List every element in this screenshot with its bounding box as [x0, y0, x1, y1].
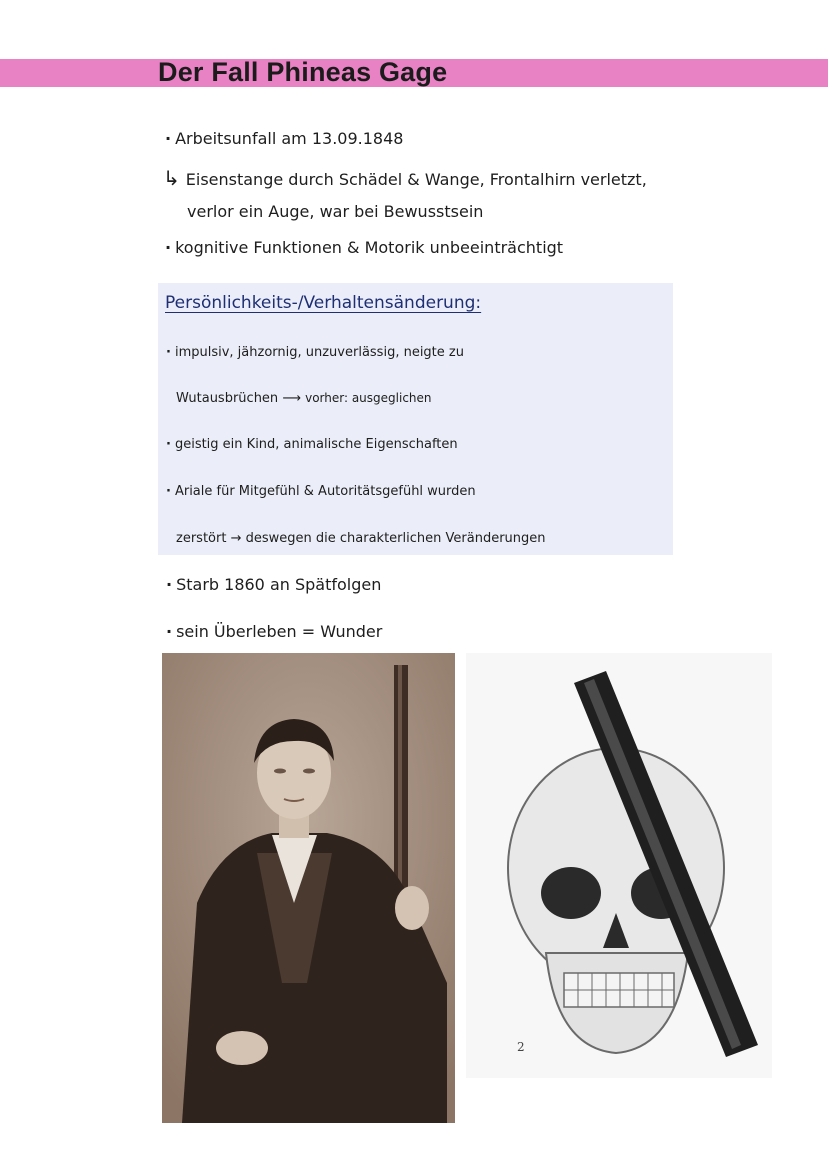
- fact-line: · kognitive Funktionen & Motorik unbeeinträchtigt: [165, 238, 564, 257]
- arrow-right-icon: →: [230, 531, 242, 546]
- fact-injury: Eisenstange durch Schädel & Wange, Frontalhirn verletzt,: [185, 170, 647, 189]
- fact-cognition: kognitive Funktionen & Motorik unbeeinträchtigt: [175, 238, 564, 257]
- fact-eye: verlor ein Auge, war bei Bewusstsein: [187, 202, 484, 221]
- portrait-illustration: [162, 653, 455, 1123]
- portrait-photo: [162, 653, 455, 1123]
- plate-number: 2: [517, 1040, 525, 1054]
- box-impulsive: impulsiv, jähzornig, unzuverlässig, neigte zu: [174, 345, 464, 360]
- box-outbursts: Wutausbrüchen: [176, 391, 279, 406]
- fact-death: Starb 1860 an Spätfolgen: [176, 575, 382, 594]
- box-areas: Ariale für Mitgefühl & Autoritätsgefühl wurden: [174, 484, 476, 499]
- fact-miracle: sein Überleben = Wunder: [176, 622, 383, 641]
- box-item: · impulsiv, jähzornig, unzuverlässig, neigte zu: [166, 345, 464, 360]
- box-heading: Persönlichkeits-/Verhaltensänderung:: [165, 293, 482, 313]
- page-title: Der Fall Phineas Gage: [158, 57, 448, 87]
- skull-illustration: [466, 653, 772, 1078]
- box-child: geistig ein Kind, animalische Eigenschaften: [174, 437, 458, 452]
- fact-line: · sein Überleben = Wunder: [166, 622, 383, 641]
- fact-accident: Arbeitsunfall am 13.09.1848: [175, 129, 404, 148]
- box-item: · geistig ein Kind, animalische Eigenschaften: [166, 437, 458, 452]
- fact-line: · Arbeitsunfall am 13.09.1848: [165, 129, 404, 148]
- skull-drawing: [466, 653, 772, 1078]
- return-arrow-icon: ↳: [163, 166, 180, 190]
- fact-line: [163, 166, 647, 190]
- box-item: · Ariale für Mitgefühl & Autoritätsgefühl wurden: [166, 484, 476, 499]
- fact-line: · Starb 1860 an Spätfolgen: [166, 575, 382, 594]
- box-item: [176, 531, 546, 546]
- box-destroyed: zerstört: [176, 531, 227, 546]
- box-item: [176, 391, 432, 406]
- arrow-right-icon: ⟶: [282, 391, 301, 406]
- personality-change-box: [158, 283, 673, 555]
- box-consequence: deswegen die charakterlichen Veränderungen: [245, 531, 546, 546]
- box-before: vorher: ausgeglichen: [305, 391, 432, 405]
